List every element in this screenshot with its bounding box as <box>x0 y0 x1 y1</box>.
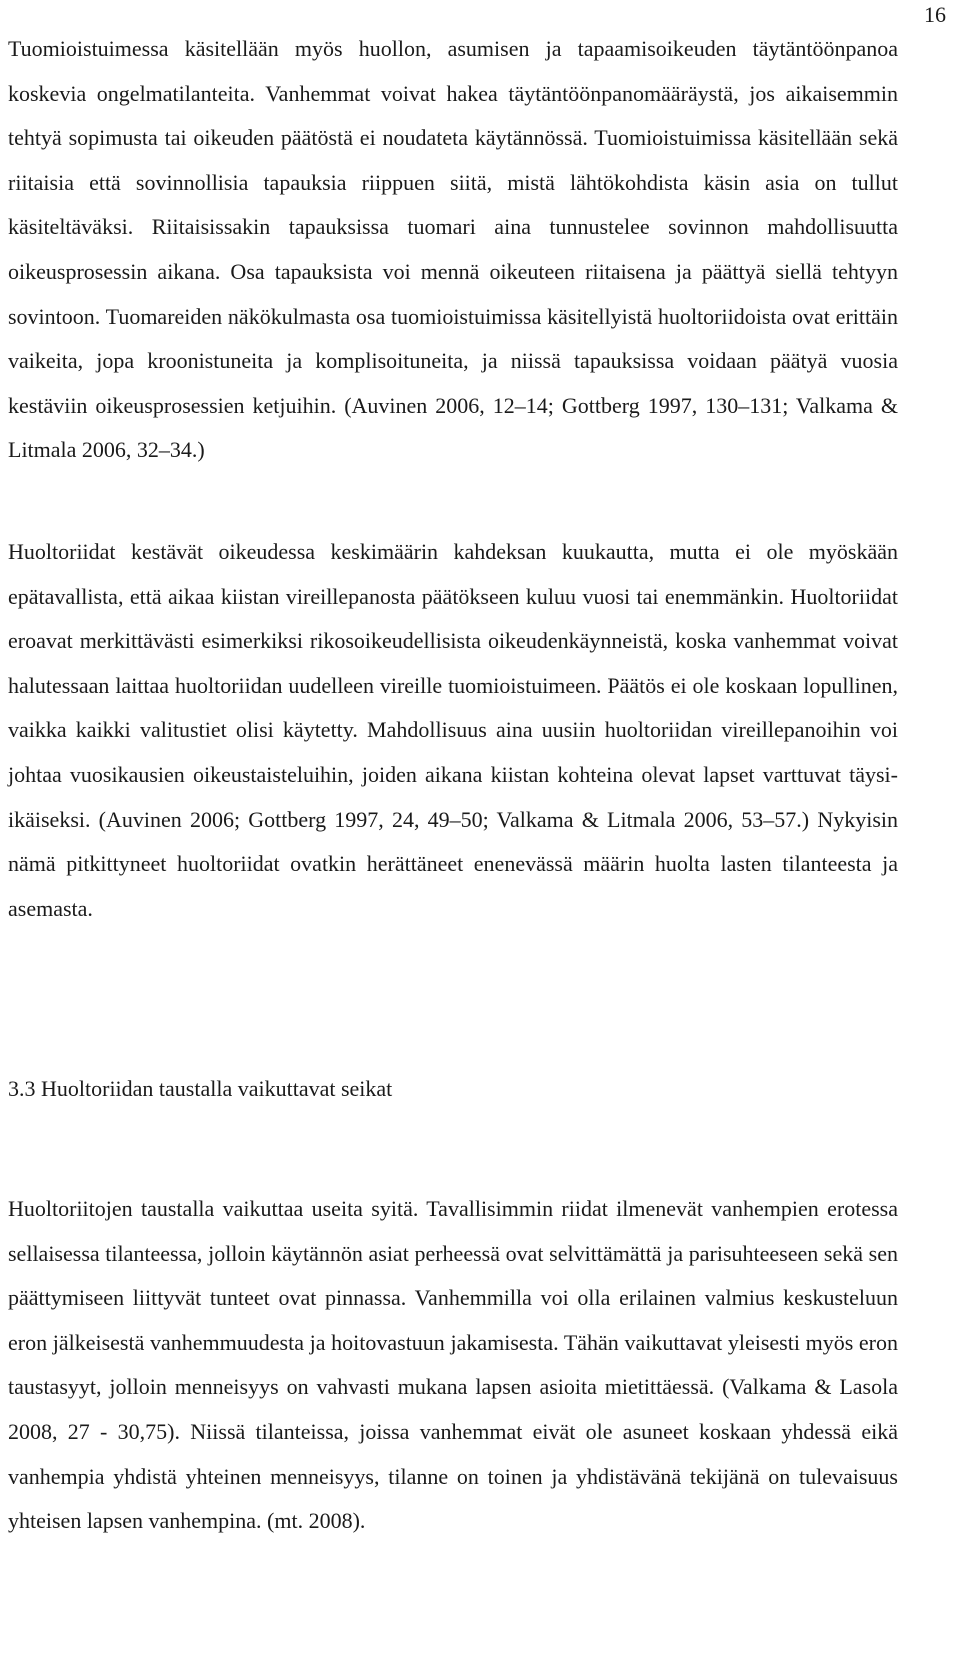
section-heading: 3.3 Huoltoriidan taustalla vaikuttavat seikat <box>8 1076 393 1101</box>
paragraph-custody-dispute-duration: Huoltoriidat kestävät oikeudessa keskimäärin kahdeksan kuukautta, mutta ei ole myöskään epätavallista, että aikaa kiistan vireillepanosta päätökseen kuluu vuosi tai enemmänkin. Huoltoriidat eroavat merkittävästi esimerkiksi rikosoikeudellisista oikeudenkäynneistä, koska vanhemmat voivat halutessaan laittaa huoltoriidan uudelleen vireille tuomioistuimeen. Päätös ei ole koskaan lopullinen, vaikka kaikki valitustiet olisi käytetty. Mahdollisuus aina uusiin huoltoriidan vireillepanoihin voi johtaa vuosikausien oikeustaisteluihin, joiden aikana kiistan kohteina olevat lapset varttuvat täysi-ikäiseksi. (Auvinen 2006; Gottberg 1997, 24, 49–50; Valkama & Litmala 2006, 53–57.) Nykyisin nämä pitkittyneet huoltoriidat ovatkin herättäneet enenevässä määrin huolta lasten tilanteesta ja asemasta. <box>8 539 898 921</box>
paragraph-dispute-background: Huoltoriitojen taustalla vaikuttaa useita syitä. Tavallisimmin riidat ilmenevät vanhempien erotessa sellaisessa tilanteessa, jolloin käytännön asiat perheessä ovat selvittämättä ja parisuhteeseen sekä sen päättymiseen liittyvät tunteet ovat pinnassa. Vanhemmilla voi olla erilainen valmius keskusteluun eron jälkeisestä vanhemmuudesta ja hoitovastuun jakamisesta. Tähän vaikuttavat yleisesti myös eron taustasyyt, jolloin menneisyys on vahvasti mukana lapsen asioita mietittäessä. (Valkama & Lasola 2008, 27 - 30,75). Niissä tilanteissa, joissa vanhemmat eivät ole asuneet koskaan yhdessä eikä vanhempia yhdistä yhteinen menneisyys, tilanne on toinen ja yhdistävänä tekijänä on tulevaisuus yhteisen lapsen vanhempina. (mt. 2008). <box>8 1196 898 1534</box>
page-number: 16 <box>924 2 946 27</box>
paragraph-court-proceedings: Tuomioistuimessa käsitellään myös huollon, asumisen ja tapaamisoikeuden täytäntöönpanoa koskevia ongelmatilanteita. Vanhemmat voivat hakea täytäntöönpanomääräystä, jos aikaisemmin tehtyä sopimusta tai oikeuden päätöstä ei noudateta käytännössä. Tuomioistuimissa käsitellään sekä riitaisia että sovinnollisia tapauksia riippuen siitä, mistä lähtökohdista käsin asia on tullut käsiteltäväksi. Riitaisissakin tapauksissa tuomari aina tunnustelee sovinnon mahdollisuutta oikeusprosessin aikana. Osa tapauksista voi mennä oikeuteen riitaisena ja päättyä siellä tehtyyn sovintoon. Tuomareiden näkökulmasta osa tuomioistuimissa käsitellyistä huoltoriidoista ovat erittäin vaikeita, jopa kroonistuneita ja komplisoituneita, ja niissä tapauksissa voidaan päätyä vuosia kestäviin oikeusprosessien ketjuihin. (Auvinen 2006, 12–14; Gottberg 1997, 130–131; Valkama & Litmala 2006, 32–34.) <box>8 36 898 463</box>
